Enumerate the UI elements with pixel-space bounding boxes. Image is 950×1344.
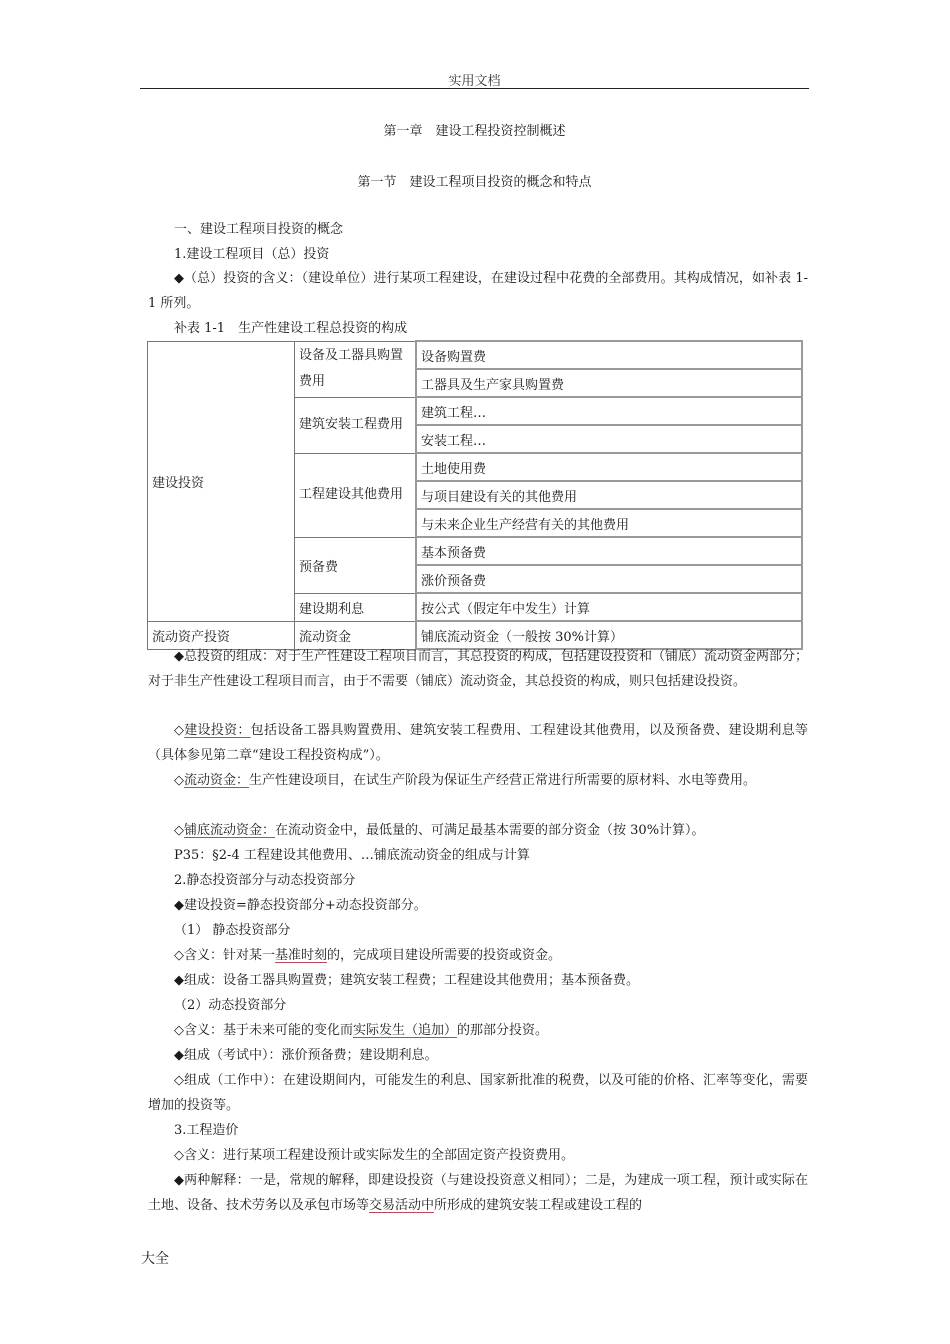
term-trading-activity: 交易活动中	[369, 1198, 435, 1213]
table-cell: 工器具及生产家具购置费	[416, 369, 802, 397]
header-rule	[140, 88, 809, 89]
table-cell-equipment-group: 设备及工器具购置费用	[295, 341, 417, 397]
term-working-capital: 流动资金：	[184, 773, 250, 788]
paragraph-dynamic-meaning	[174, 1018, 834, 1043]
table-cell-other-costs-group: 工程建设其他费用	[295, 453, 417, 537]
paragraph-total-composition: ◆总投资的组成：对于生产性建设工程项目而言，其总投资的构成，包括建设投资和（铺底）流动资金两部分；对于非生产性建设工程项目而言，由于不需要（铺底）流动资金，其总投资的构成，则只包括建设投资。	[148, 649, 808, 689]
table-cell: 安装工程…	[416, 425, 802, 453]
paragraph-total-investment-meaning: ◆（总）投资的含义：（建设单位）进行某项工程建设，在建设过程中花费的全部费用。其构成情况，如补表 1-1 所列。	[148, 271, 808, 311]
subheading-static-dynamic: 2.静态投资部分与动态投资部分	[174, 873, 356, 888]
text: 的，完成项目建设所需要的投资或资金。	[327, 948, 562, 963]
paragraph-cost-meaning: ◇含义：进行某项工程建设预计或实际发生的全部固定资产投资费用。	[174, 1148, 574, 1163]
paragraph-dynamic-exam: ◆组成（考试中）：涨价预备费；建设期利息。	[174, 1048, 438, 1063]
paragraph-static-composition: ◆组成：设备工器具购置费；建筑安装工程费；工程建设其他费用；基本预备费。	[174, 973, 639, 988]
paragraph-static-meaning	[174, 943, 834, 968]
term-base-time: 基准时刻	[275, 948, 328, 963]
subheading-total-investment: 1.建设工程项目（总）投资	[174, 247, 330, 262]
subheading-dynamic: （2）动态投资部分	[174, 998, 287, 1013]
section-title: 第一节 建设工程项目投资的概念和特点	[357, 175, 592, 190]
page-header: 实用文档	[448, 74, 501, 89]
table-cell-reserve-group: 预备费	[295, 537, 417, 593]
term-actual-occurrence: 实际发生（追加）	[353, 1023, 458, 1038]
term-construction-investment: 建设投资：	[184, 723, 251, 738]
table-caption: 补表 1-1 生产性建设工程总投资的构成	[174, 321, 408, 336]
paragraph-working-capital: ◇流动资金：生产性建设项目，在试生产阶段为保证生产经营正常进行所需要的原材料、水电等费用。	[174, 773, 757, 788]
text: ◇含义：针对某一	[174, 948, 275, 963]
table-cell: 涨价预备费	[416, 565, 802, 593]
investment-composition-table	[147, 340, 803, 650]
table-cell-construction-investment: 建设投资	[148, 341, 295, 621]
table-cell: 土地使用费	[416, 453, 802, 481]
table-cell-working-capital: 流动资金	[295, 621, 417, 649]
table-cell: 按公式（假定年中发生）计算	[416, 593, 802, 621]
table-cell: 与项目建设有关的其他费用	[416, 481, 802, 509]
definition-text: 包括设备工器具购置费用、建筑安装工程费用、工程建设其他费用，以及预备费、建设期利息等（具体参见第二章“建设工程投资构成”）。	[148, 723, 808, 763]
table-cell: 基本预备费	[416, 537, 802, 565]
page-reference: P35：§2-4 工程建设其他费用、…铺底流动资金的组成与计算	[174, 848, 530, 863]
subheading-static: （1） 静态投资部分	[174, 923, 291, 938]
table-cell: 建筑工程…	[416, 397, 802, 425]
table-cell-current-assets: 流动资产投资	[148, 621, 295, 649]
heading-concept: 一、建设工程项目投资的概念	[174, 222, 344, 237]
definition-text: 在流动资金中，最低量的、可满足最基本需要的部分资金（按 30%计算）。	[275, 823, 705, 838]
table-cell-interest-group: 建设期利息	[295, 593, 417, 621]
text: 所形成的建筑安装工程或建设工程的	[434, 1198, 643, 1213]
text: ◆两种解释：一是，常规的解释，即建设投资（与建设投资意义相同）；二是，为建成一项工程，预计或实际在土地、设备、技术劳务以及承包市场等	[148, 1173, 808, 1213]
page-footer: 大全	[141, 1251, 169, 1267]
paragraph-two-interpretations	[148, 1168, 808, 1218]
text: 的那部分投资。	[457, 1023, 549, 1038]
definition-text: 生产性建设项目，在试生产阶段为保证生产经营正常进行所需要的原材料、水电等费用。	[249, 773, 757, 788]
text: ◇含义：基于未来可能的变化而	[174, 1023, 353, 1038]
table-cell: 与未来企业生产经营有关的其他费用	[416, 509, 802, 537]
chapter-title: 第一章 建设工程投资控制概述	[383, 124, 566, 139]
subheading-engineering-cost: 3.工程造价	[174, 1123, 239, 1138]
term-base-working-capital: 铺底流动资金：	[184, 823, 276, 838]
table-cell-installation-group: 建筑安装工程费用	[295, 397, 417, 453]
table-cell: 铺底流动资金（一般按 30%计算）	[416, 621, 802, 649]
paragraph-base-working-capital: ◇铺底流动资金：在流动资金中，最低量的、可满足最基本需要的部分资金（按 30%计算）。	[174, 823, 705, 838]
paragraph-investment-formula: ◆建设投资=静态投资部分+动态投资部分。	[174, 898, 427, 913]
table-cell: 设备购置费	[416, 341, 802, 369]
paragraph-construction-investment: ◇建设投资：包括设备工器具购置费用、建筑安装工程费用、工程建设其他费用，以及预备费、建设期利息等（具体参见第二章“建设工程投资构成”）。	[148, 723, 808, 763]
paragraph-dynamic-work: ◇组成（工作中）：在建设期间内，可能发生的利息、国家新批准的税费，以及可能的价格、汇率等变化，需要增加的投资等。	[148, 1073, 808, 1113]
